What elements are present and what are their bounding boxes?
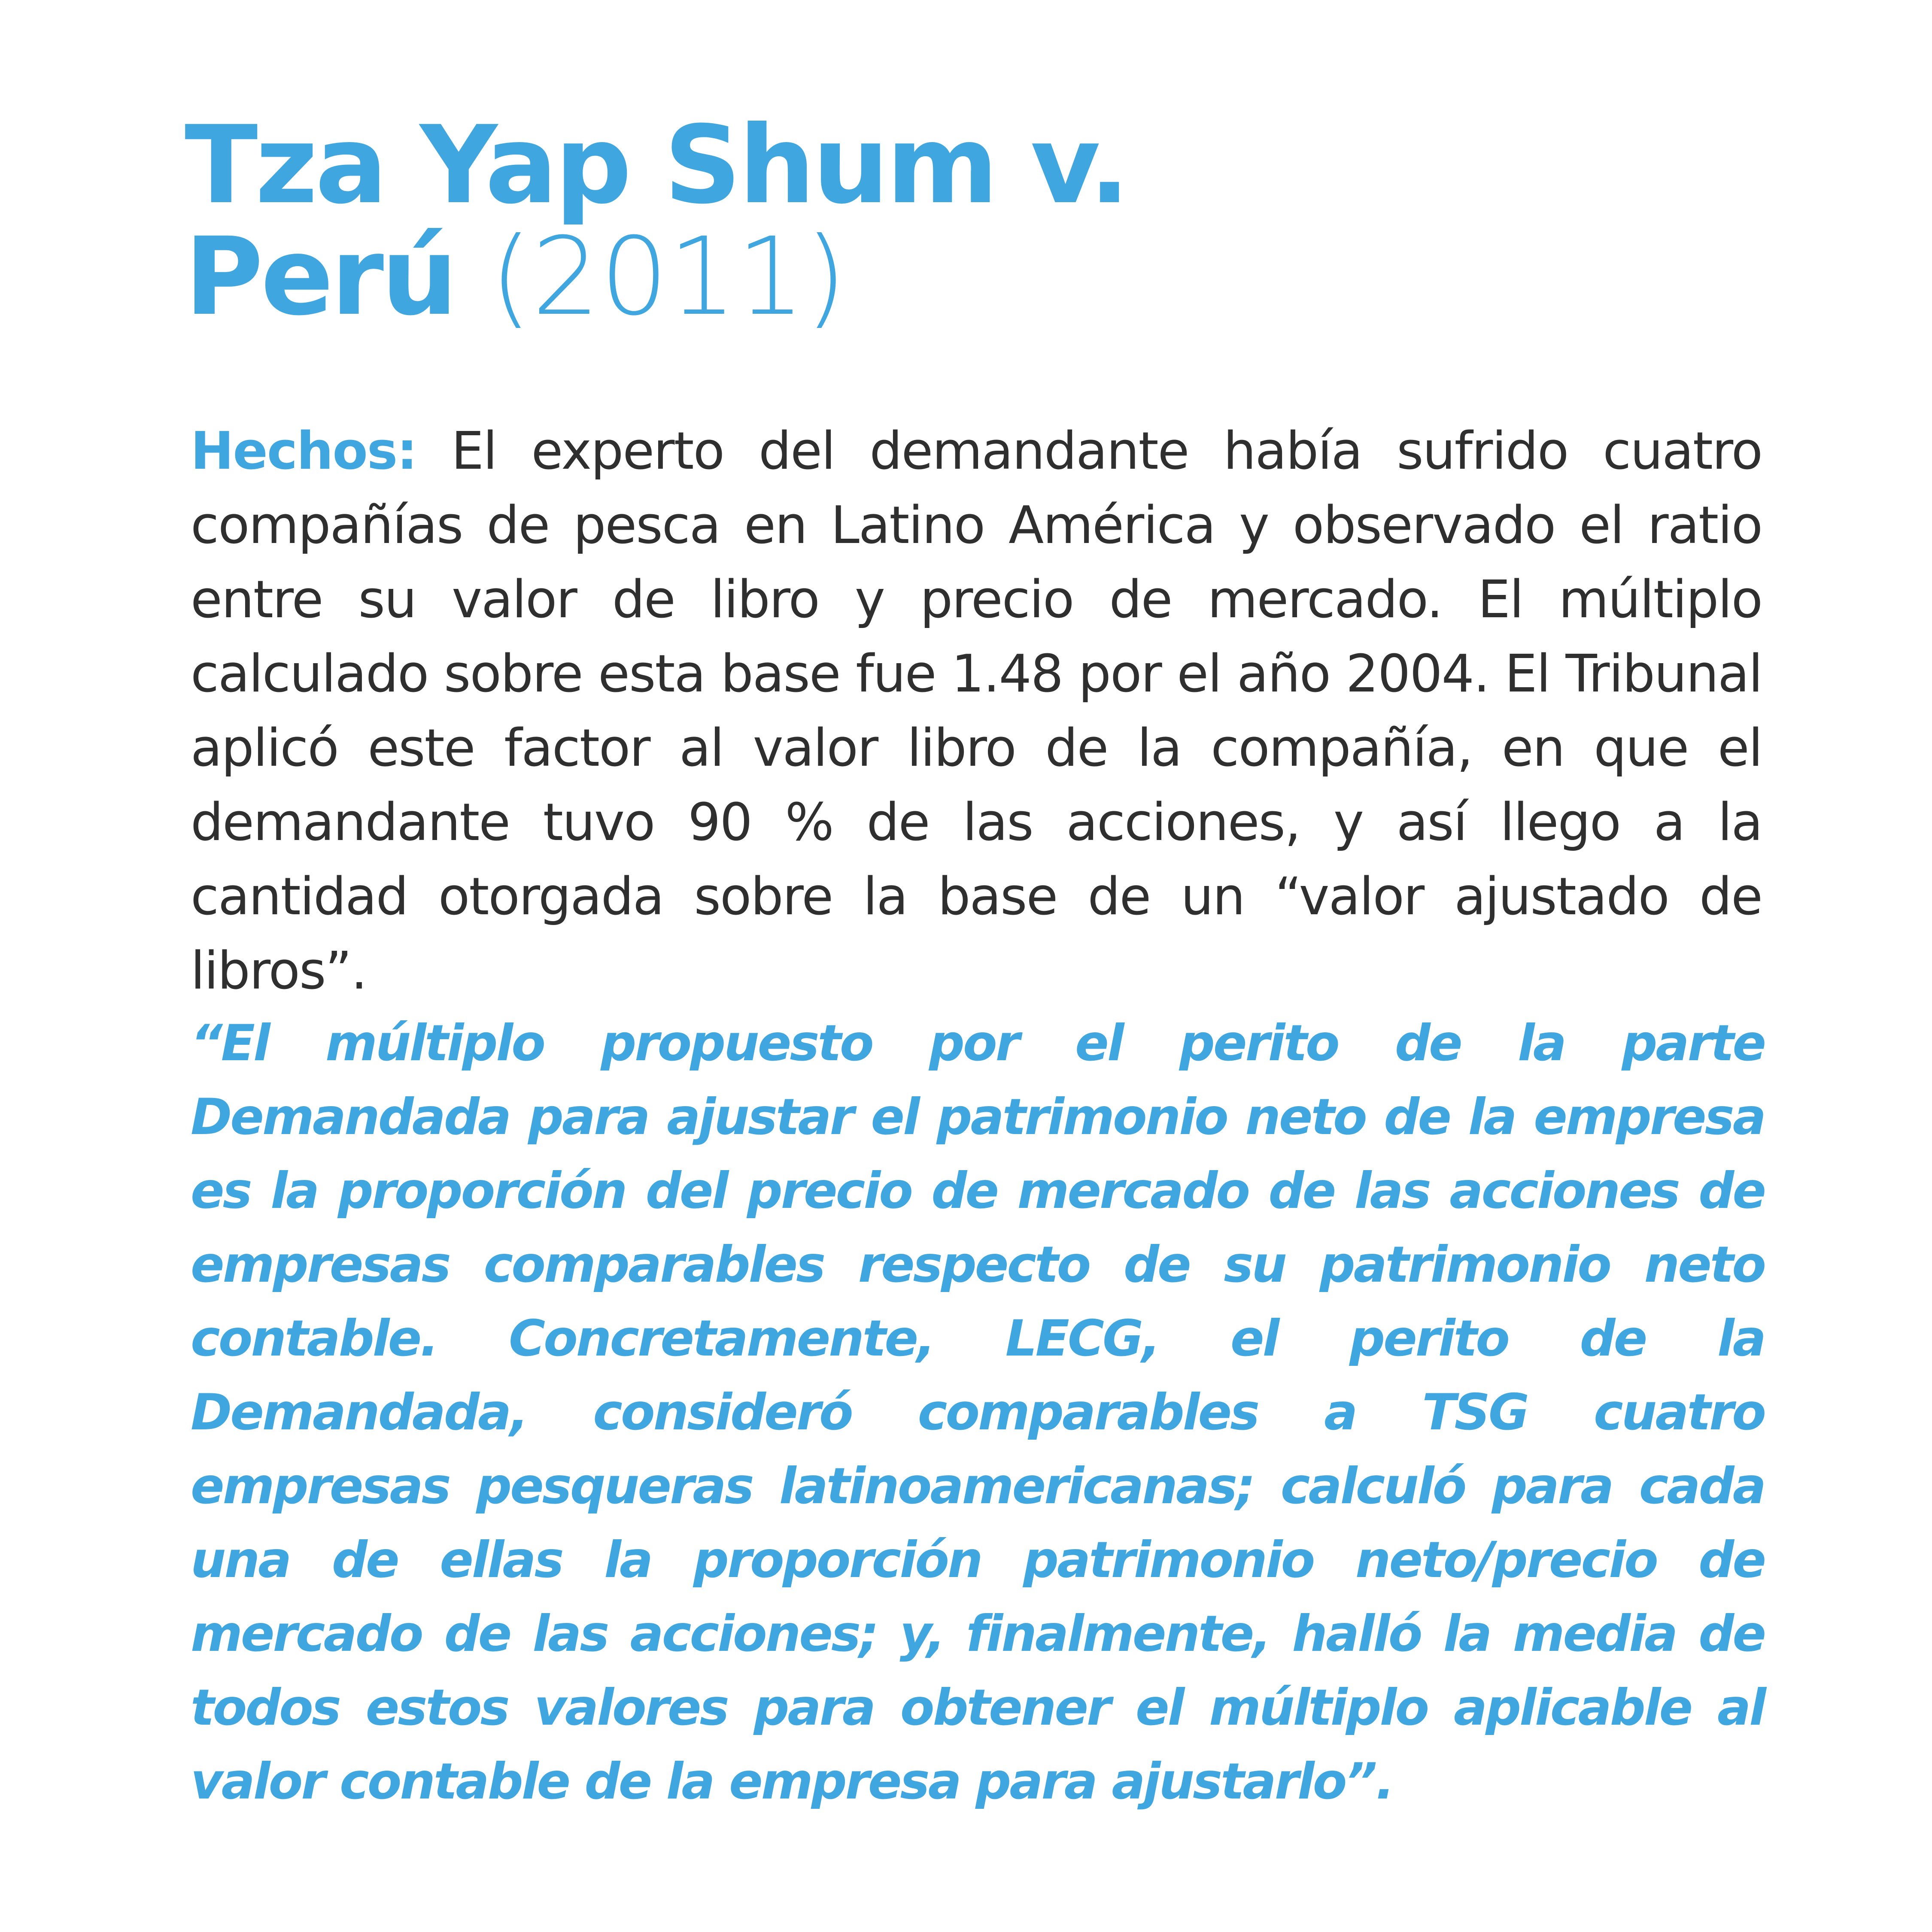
case-title-country: Perú [185, 214, 456, 339]
case-title-year: (2011) [490, 214, 847, 339]
case-title [185, 103, 1773, 339]
case-title-line1: Tza Yap Shum v. [185, 103, 1127, 227]
facts-paragraph [191, 414, 1762, 1008]
facts-text: El experto del demandante había sufrido cuatro compañías de pesca en Latino América y observado el ratio entre su valor de libro y precio de mercado. El múltiplo calculado sobre esta base fue 1.48 por el año 2004. El Tribunal aplicó este factor al valor libro de la compañía, en que el demandante tuvo 90 % de las acciones, y así llego a la cantidad otorgada sobre la base de un “valor ajustado de libros”. [191, 422, 1762, 1001]
case-title-line2 [185, 214, 1773, 339]
tribunal-quote: “El múltiplo propuesto por el perito de la parte Demandada para ajustar el patrimonio neto de la empresa es la proporción del precio de mercado de las acciones de empresas comparables respecto de su patrimonio neto contable. Concretamente, LECG, el perito de la Demandada, consideró comparables a TSG cuatro empresas pesqueras latinoamericanas; calculó para cada una de ellas la proporción patrimonio neto/precio de mercado de las acciones; y, finalmente, halló la media de todos estos valores para obtener el múltiplo aplicable al valor contable de la empresa para ajustarlo”. [191, 1014, 1765, 1811]
facts-label: Hechos: [191, 422, 417, 481]
